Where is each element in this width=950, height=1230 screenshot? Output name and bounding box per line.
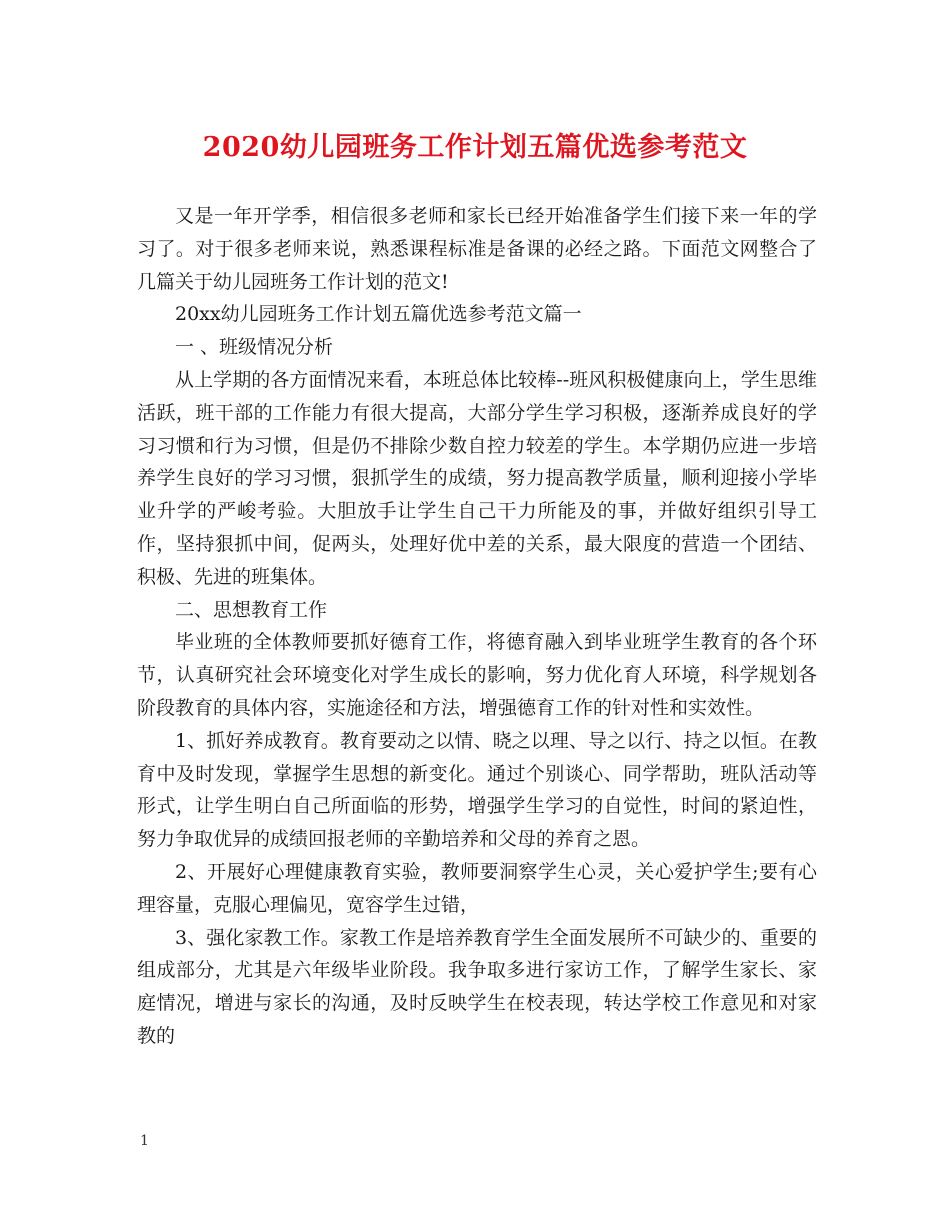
paragraph-item-1: 1、抓好养成教育。教育要动之以情、晓之以理、导之以行、持之以恒。在教育中及时发现，掌握学生思想的新变化。通过个别谈心、同学帮助，班队活动等形式，让学生明白自己所面临的形势，增强学生学习的自觉性，时间的紧迫性，努力争取优异的成绩回报老师的辛勤培养和父母的养育之恩。 [137,729,817,851]
paragraph-item-3: 3、强化家教工作。家教工作是培养教育学生全面发展所不可缺少的、重要的组成部分，尤其是六年级毕业阶段。我争取多进行家访工作，了解学生家长、家庭情况，增进与家长的沟通，及时反映学生在校表现，转达学校工作意见和对家教的 [137,926,817,1047]
page-number: 1 [140,1133,149,1149]
paragraph-moral-education: 毕业班的全体教师要抓好德育工作，将德育融入到毕业班学生教育的各个环节，认真研究社会环境变化对学生成长的影响，努力优化育人环境，科学规划各阶段教育的具体内容，实施途径和方法，增强德育工作的针对性和实效性。 [137,631,817,719]
paragraph-intro: 又是一年开学季，相信很多老师和家长已经开始准备学生们接下来一年的学习了。对于很多老师来说，熟悉课程标准是备课的必经之路。下面范文网整合了几篇关于幼儿园班务工作计划的范文! [137,205,817,293]
paragraph-class-analysis: 从上学期的各方面情况来看，本班总体比较棒--班风积极健康向上，学生思维活跃，班干部的工作能力有很大提高，大部分学生学习积极，逐渐养成良好的学习习惯和行为习惯，但是仍不排除少数自控力较差的学生。本学期仍应进一步培养学生良好的学习习惯，狠抓学生的成绩，努力提高教学质量，顺利迎接小学毕业升学的严峻考验。大胆放手让学生自己干力所能及的事，并做好组织引导工作，坚持狠抓中间，促两头，处理好优中差的关系，最大限度的营造一个团结、积极、先进的班集体。 [137,368,817,588]
paragraph-heading-class-analysis: 一 、班级情况分析 [175,336,334,359]
document-body [137,200,817,1053]
paragraph-section-heading: 20xx幼儿园班务工作计划五篇优选参考范文篇一 [175,303,582,326]
paragraph-heading-moral-education: 二、思想教育工作 [175,598,328,621]
paragraph-item-2: 2、开展好心理健康教育实验，教师要洞察学生心灵，关心爱护学生;要有心理容量，克服心理偏见，宽容学生过错， [137,860,817,916]
document-title: 2020幼儿园班务工作计划五篇优选参考范文 [202,132,748,163]
